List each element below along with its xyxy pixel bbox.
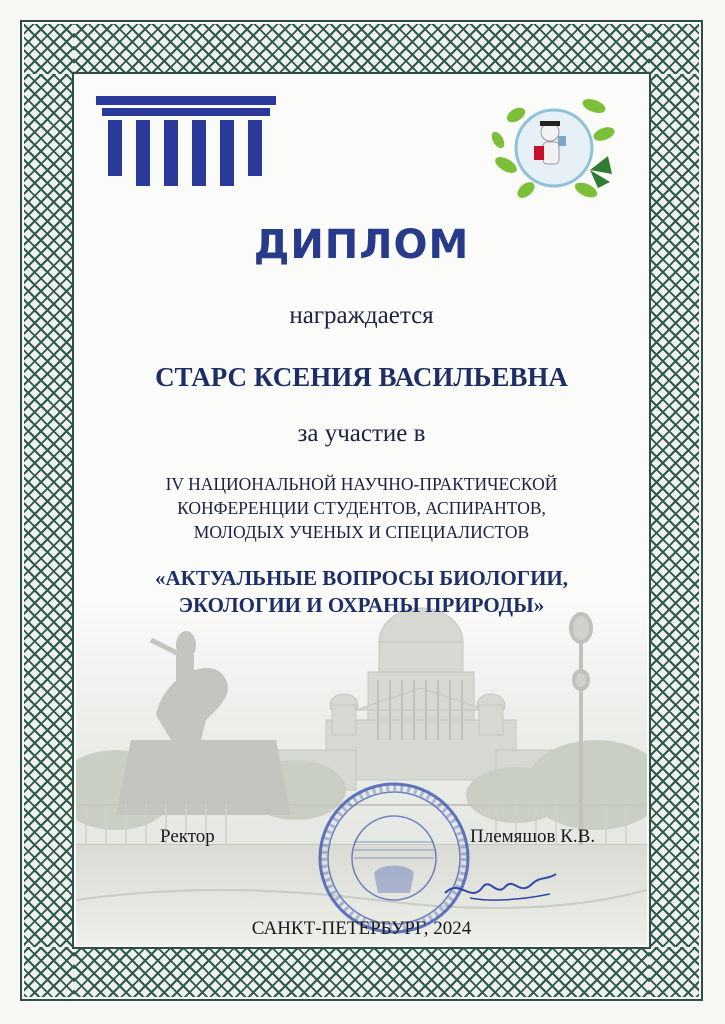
topic-line: ЭКОЛОГИИ И ОХРАНЫ ПРИРОДЫ»: [178, 593, 545, 617]
signer-name: Племяшов К.В.: [470, 826, 596, 847]
conference-line: КОНФЕРЕНЦИИ СТУДЕНТОВ, АСПИРАНТОВ,: [177, 498, 546, 518]
conference-line: МОЛОДЫХ УЧЕНЫХ И СПЕЦИАЛИСТОВ: [193, 522, 530, 542]
rector-label: Ректор: [160, 826, 215, 847]
participation-line: за участие в: [297, 420, 426, 447]
signature-icon: [440, 858, 560, 908]
city-year: САНКТ-ПЕТЕРБУРГ, 2024: [251, 918, 472, 939]
awarded-line: награждается: [289, 302, 434, 329]
topic-line: «АКТУАЛЬНЫЕ ВОПРОСЫ БИОЛОГИИ,: [155, 566, 568, 590]
plant-scholar-emblem-icon: [486, 90, 631, 208]
conference-title: [76, 472, 647, 544]
conference-topic: [76, 565, 647, 619]
conference-line: IV НАЦИОНАЛЬНОЙ НАУЧНО-ПРАКТИЧЕСКОЙ: [165, 474, 558, 494]
columns-logo-icon: [96, 96, 276, 188]
diploma-title: ДИПЛОМ: [253, 222, 470, 268]
recipient-name: СТАРС КСЕНИЯ ВАСИЛЬЕВНА: [155, 362, 568, 392]
